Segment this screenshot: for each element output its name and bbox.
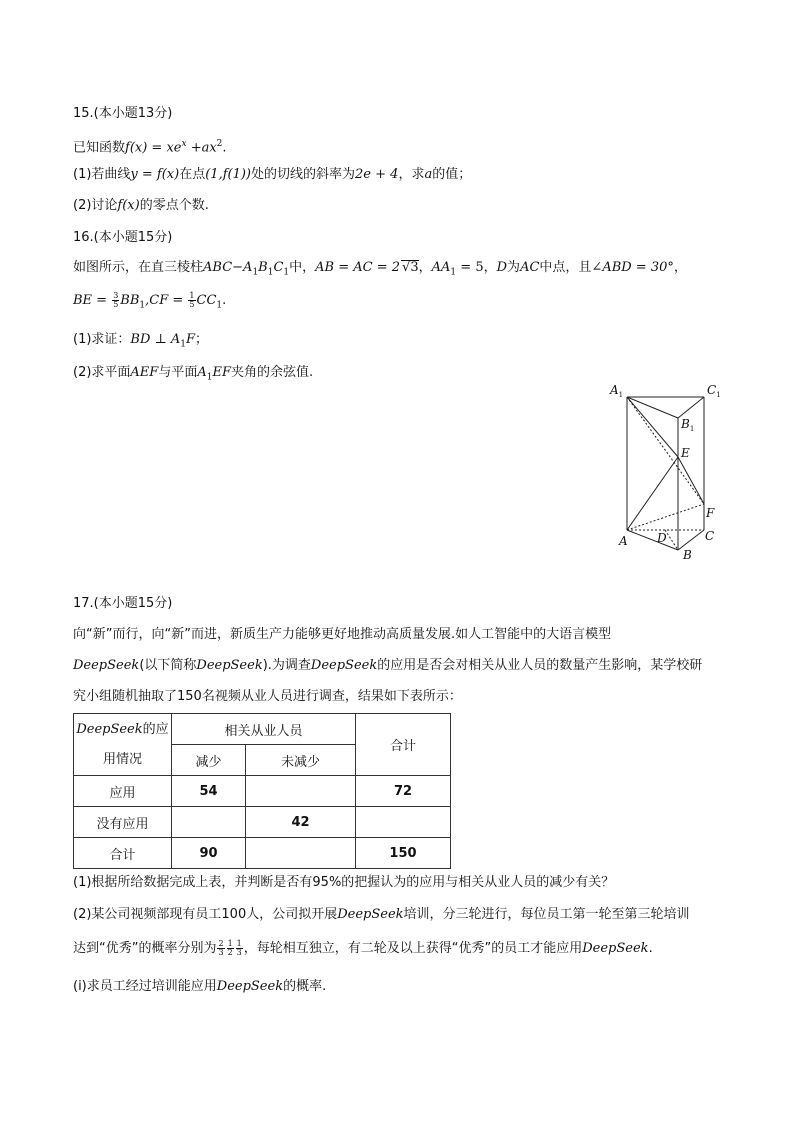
fraction-1-3: [236, 940, 243, 957]
row-label: 应用: [74, 776, 172, 807]
q16-p2-a: (2)求平面: [73, 365, 131, 380]
q16-l2-cc1: CC: [196, 293, 217, 308]
table-row: [74, 838, 451, 869]
frac-den: 2: [227, 948, 233, 957]
fraction-1-5: [188, 292, 195, 309]
header-total: 合计: [356, 714, 451, 776]
q16-l1-b4: C: [273, 260, 284, 275]
q17-part2-line2: [73, 940, 653, 958]
q16-l1-n: ，: [673, 260, 687, 275]
cell-total: [356, 807, 451, 838]
q15-func-sq: 2: [216, 139, 223, 149]
q16-l2-end: .: [222, 293, 227, 308]
q17-p2b-a: 达到“优秀”的概率分别为: [73, 941, 217, 956]
label-d: D: [657, 531, 667, 545]
row-label: 合计: [74, 838, 172, 869]
q17-intro2-f: 的应用是否会对相关从业人员的数量产生影响，某学校研: [377, 658, 703, 673]
q16-p2-ef: EF: [212, 365, 231, 380]
fraction-2-3: [217, 940, 224, 957]
deepseek-term: DeepSeek: [582, 941, 649, 956]
segment-a1e: [627, 397, 678, 457]
q16-l1-ab-ac: AB = AC = 2: [315, 260, 401, 275]
table-row: [74, 776, 451, 807]
q16-l1-sqrt-arg: 3: [410, 260, 419, 275]
label-b1: $B_1$: [681, 417, 695, 433]
q17-p2b-d: .: [648, 941, 653, 956]
label-e: E: [681, 446, 690, 460]
q15-stem-prefix: 已知函数: [73, 140, 126, 156]
cell: 42: [246, 807, 356, 838]
header-usage-bottom: 用情况: [102, 751, 142, 767]
q16-l2-be: BE =: [73, 293, 112, 308]
q16-l2-sub2: 1: [216, 300, 223, 311]
q17-part1: (1)根据所给数据完成上表，并判断是否有95%的把握认为的应用与相关从业人员的减少有关？: [73, 875, 615, 890]
q16-p1-c: F: [186, 332, 196, 347]
q17-intro1: 向“新”而行，向“新”而进，新质生产力能够更好地推动高质量发展.如人工智能中的大语言模型: [73, 627, 612, 642]
segment-af-hidden: [627, 504, 704, 530]
frac-den: 5: [113, 300, 119, 309]
cell-total: 150: [356, 838, 451, 869]
segment-ae: [627, 457, 678, 530]
frac-den: 5: [189, 300, 195, 309]
q16-l1-l: 中点，且: [539, 260, 592, 275]
label-a1: $A_1$: [610, 383, 624, 399]
cell: [246, 838, 356, 869]
q17-intro2-b: (以下简称: [139, 658, 197, 673]
q16-p1-b: BD ⊥ A: [130, 332, 181, 347]
q15-stem-end: .: [222, 140, 227, 156]
q17-intro2-d: ).为调查: [262, 658, 311, 673]
q15-p1-point: (1,f(1)): [205, 167, 252, 182]
q15-p1-curve: y = f(x): [130, 167, 180, 182]
q15-func-exp: x: [181, 139, 187, 149]
q17-title: 17.(本小题15分): [73, 596, 173, 611]
header-group: 相关从业人员: [172, 714, 356, 745]
q16-l1-ac: AC: [520, 260, 540, 275]
q16-l1-aa1: AA: [431, 260, 451, 275]
header-decrease: 减少: [172, 745, 246, 776]
deepseek-term: DeepSeek: [76, 721, 143, 737]
frac-den: 3: [236, 948, 242, 957]
sqrt-sign: √: [402, 260, 411, 275]
q16-l1-b2: B: [258, 260, 268, 275]
q17-p2b-b: ，每轮相互独立，有二轮及以上获得“优秀”的员工才能应用: [243, 941, 583, 956]
q16-l1-sub3: 1: [283, 267, 290, 278]
label-f: F: [706, 506, 715, 520]
cell: [172, 807, 246, 838]
label-b: B: [683, 548, 692, 562]
edge-bc: [678, 530, 704, 550]
q16-l1-j: 为: [507, 260, 521, 275]
row-label: 没有应用: [74, 807, 172, 838]
q17-p2i-c: 的概率.: [283, 979, 327, 994]
fraction-3-5: [112, 292, 119, 309]
cell: 54: [172, 776, 246, 807]
q16-p2-c: 与平面: [158, 365, 198, 380]
q15-p2-text-c: 的零点个数.: [139, 198, 209, 213]
cell-total: 72: [356, 776, 451, 807]
q16-p2-sub: 1: [206, 372, 213, 383]
q16-l1-h: ，: [483, 260, 497, 275]
q16-l1-angle: ∠ABD = 30°: [591, 260, 674, 275]
q16-p2-aef: AEF: [130, 365, 159, 380]
q16-l1-g: = 5: [456, 260, 484, 275]
q16-l2-sub1: 1: [139, 300, 146, 311]
edge-ab: [627, 530, 678, 550]
label-a: A: [619, 534, 628, 548]
q16-p1-d: ；: [195, 332, 209, 347]
q15-p1-text-i: 的值；: [432, 167, 472, 182]
q15-part1: [73, 166, 471, 184]
q15-p1-text-a: (1)若曲线: [73, 167, 131, 182]
frac-num: 3: [113, 291, 119, 300]
segment-ef: [678, 457, 704, 504]
table-row: [74, 807, 451, 838]
header-usage-top: [74, 715, 171, 745]
fraction-1-2: [227, 940, 234, 957]
q17-part2-i: [73, 978, 326, 996]
q15-p2-func: f(x): [117, 198, 140, 213]
contingency-table: [73, 713, 451, 869]
frac-num: 1: [189, 291, 195, 300]
cell: [246, 776, 356, 807]
label-c: C: [705, 529, 715, 543]
q15-p1-text-c: 在点: [179, 167, 206, 182]
q16-part2: [73, 364, 313, 387]
deepseek-term: DeepSeek: [337, 907, 404, 922]
q16-l1-sub2: 1: [267, 267, 274, 278]
q16-p2-a1: A: [197, 365, 207, 380]
q16-p2-f: 夹角的余弦值.: [230, 365, 314, 380]
cell: 90: [172, 838, 246, 869]
q15-p2-text-a: (2)讨论: [73, 198, 118, 213]
q17-p2i-a: (ⅰ)求员工经过培训能应用: [73, 979, 217, 994]
q16-l1-d: D: [496, 260, 508, 275]
q15-p1-text-g: ，求: [398, 167, 425, 182]
deepseek-term: DeepSeek: [310, 658, 378, 673]
q16-l1-e: ，: [418, 260, 432, 275]
q17-part2-line1: [73, 906, 690, 924]
q16-l1-c: 中，: [289, 260, 316, 275]
q15-p1-slope: 2e + 4: [355, 167, 399, 182]
frac-num: 2: [218, 939, 224, 948]
label-c1: $C_1$: [707, 383, 721, 399]
q16-l1-sub1: 1: [252, 267, 259, 278]
q16-l1-prism: ABC−A: [203, 260, 253, 275]
table-header-row: [74, 714, 451, 745]
q16-line1: [73, 259, 687, 282]
frac-num: 1: [227, 939, 233, 948]
header-not-decrease: 未减少: [246, 745, 356, 776]
edge-b1c1: [678, 397, 704, 418]
q15-func-tail: +ax: [186, 140, 217, 156]
q16-l2-bb1: BB: [120, 293, 140, 308]
q16-line2: [73, 292, 226, 315]
q15-part2: [73, 197, 209, 215]
q15-p1-var: a: [424, 167, 433, 182]
header-usage-top-b: 的应: [142, 721, 169, 737]
q15-func: f(x) = xe: [125, 140, 182, 156]
q16-l2-cf: ,CF =: [145, 293, 188, 308]
q16-l1-aa1-sub: 1: [450, 267, 457, 278]
q15-title: 15.(本小题13分): [73, 106, 173, 121]
q16-p1-sub: 1: [180, 339, 187, 350]
header-usage: [74, 714, 172, 776]
deepseek-term: DeepSeek: [216, 979, 284, 994]
q15-p1-text-e: 处的切线的斜率为: [251, 167, 356, 182]
q17-p2a-c: 培训，分三轮进行，每位员工第一轮至第三轮培训: [403, 907, 690, 922]
q17-intro2: [73, 657, 702, 675]
deepseek-term: DeepSeek: [196, 658, 263, 673]
q16-l1-a: 如图所示，在直三棱柱: [73, 260, 204, 275]
q15-stem: [73, 135, 227, 157]
prism-figure: [605, 380, 735, 565]
frac-den: 3: [218, 948, 224, 957]
deepseek-term: DeepSeek: [73, 658, 140, 673]
q16-title: 16.(本小题15分): [73, 230, 173, 245]
frac-num: 1: [236, 939, 242, 948]
q17-intro3: 究小组随机抽取了150名视频从业人员进行调查，结果如下表所示：: [73, 689, 462, 704]
q16-part1: [73, 331, 208, 354]
q16-p1-a: (1)求证：: [73, 332, 131, 347]
q17-p2a-a: (2)某公司视频部现有员工100人，公司拟开展: [73, 907, 338, 922]
